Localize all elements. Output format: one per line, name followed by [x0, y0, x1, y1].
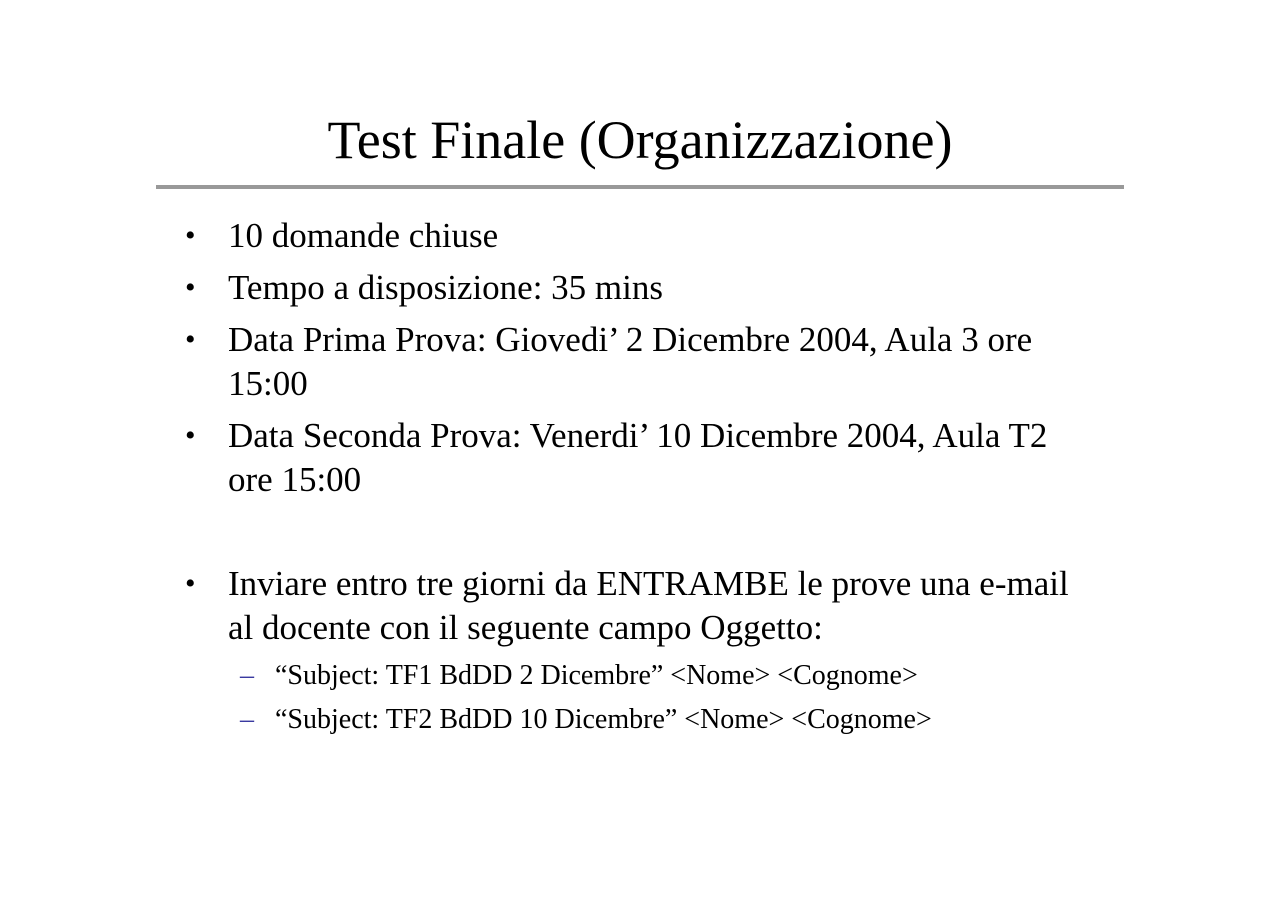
bullet-marker: •	[185, 219, 196, 252]
bullet-text	[228, 562, 1118, 650]
bullet-marker: •	[185, 419, 196, 452]
bullet-line: 10 domande chiuse	[228, 216, 499, 255]
bullet-line: Data Prima Prova: Giovedi’ 2 Dicembre 2004, Aula 3 ore	[228, 320, 1033, 359]
sub-bullet-marker: –	[240, 704, 254, 735]
sub-bullet-text: “Subject: TF1 BdDD 2 Dicembre” <Nome> <Cognome>	[275, 660, 918, 691]
bullet-marker: •	[185, 567, 196, 600]
sub-bullet-text: “Subject: TF2 BdDD 10 Dicembre” <Nome> <Cognome>	[275, 704, 932, 735]
bullet-marker: •	[185, 271, 196, 304]
bullet-line: Inviare entro tre giorni da ENTRAMBE le prove una e-mail	[228, 564, 1069, 603]
sub-bullet-marker: –	[240, 660, 254, 691]
bullet-text	[228, 266, 1118, 310]
bullet-text	[228, 414, 1118, 502]
bullet-text	[228, 318, 1118, 406]
bullet-line: 15:00	[228, 364, 308, 403]
bullet-line: al docente con il seguente campo Oggetto:	[228, 608, 823, 647]
bullet-text	[228, 214, 1118, 258]
bullet-line: Data Seconda Prova: Venerdi’ 10 Dicembre 2004, Aula T2	[228, 416, 1048, 455]
bullet-line: ore 15:00	[228, 460, 362, 499]
bullet-line: Tempo a disposizione: 35 mins	[228, 268, 664, 307]
slide-title: Test Finale (Organizzazione)	[327, 110, 953, 170]
bullet-marker: •	[185, 323, 196, 356]
